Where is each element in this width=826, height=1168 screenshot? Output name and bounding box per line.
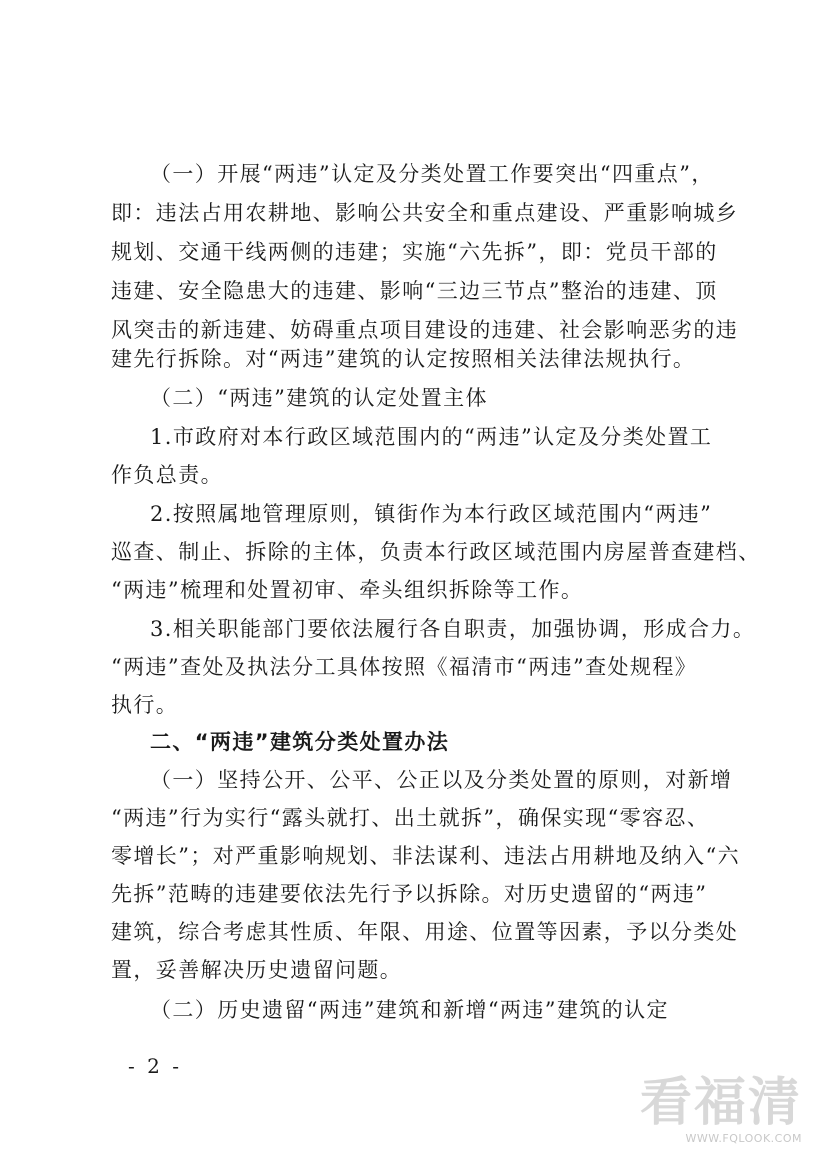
paragraph-line: （一）开展“两违”认定及分类处置工作要突出“四重点”， (150, 162, 714, 186)
watermark-logo (639, 1073, 802, 1145)
paragraph-line: 作负总责。 (111, 463, 223, 487)
paragraph-line: 建先行拆除。对“两违”建筑的认定按照相关法律法规执行。 (111, 347, 696, 371)
paragraph-line: 零增长”；对严重影响规划、非法谋利、违法占用耕地及纳入“六 (111, 844, 741, 868)
watermark-url: WWW.FQLOOK.COM (685, 1132, 802, 1145)
paragraph-line: 巡查、制止、拆除的主体，负责本行政区域范围内房屋普查建档、 (111, 540, 761, 564)
paragraph-line: “两违”查处及执法分工具体按照《福清市“两违”查处规程》 (111, 655, 698, 679)
paragraph-line: （一）坚持公开、公平、公正以及分类处置的原则，对新增 (150, 768, 733, 792)
paragraph-line: 规划、交通干线两侧的违建；实施“六先拆”，即：党员干部的 (111, 240, 718, 264)
paragraph-line: “两违”梳理和处置初审、牵头组织拆除等工作。 (111, 578, 584, 602)
paragraph-line: “两违”行为实行“露头就打、出土就拆”，确保实现“零容忍、 (111, 806, 710, 830)
paragraph-line: 违建、安全隐患大的违建、影响“三边三节点”整治的违建、顶 (111, 279, 718, 303)
page-number: - 2 - (128, 1054, 182, 1078)
paragraph-line: 2.按照属地管理原则，镇街作为本行政区域范围内“两违” (150, 502, 713, 526)
paragraph-line: 先拆”范畴的违建要依法先行予以拆除。对历史遗留的“两违” (111, 882, 708, 906)
paragraph-line: 执行。 (111, 693, 179, 717)
paragraph-line: 风突击的新违建、妨碍重点项目建设的违建、社会影响恶劣的违 (111, 318, 739, 342)
paragraph-line: 建筑，综合考虑其性质、年限、用途、位置等因素，予以分类处 (111, 920, 739, 944)
section-subheading: （二）“两违”建筑的认定处置主体 (150, 386, 488, 410)
paragraph-line: 3.相关职能部门要依法履行各自职责，加强协调，形成合力。 (150, 617, 756, 641)
paragraph-line: 即：违法占用农耕地、影响公共安全和重点建设、严重影响城乡 (111, 201, 739, 225)
paragraph-line: 1.市政府对本行政区域范围内的“两违”认定及分类处置工 (150, 425, 713, 449)
section-heading: 二、“两违”建筑分类处置办法 (150, 730, 450, 754)
paragraph-line: 置，妥善解决历史遗留问题。 (111, 958, 403, 982)
watermark-text: 看福清 (639, 1073, 802, 1133)
paragraph-line: （二）历史遗留“两违”建筑和新增“两违”建筑的认定 (150, 998, 669, 1022)
